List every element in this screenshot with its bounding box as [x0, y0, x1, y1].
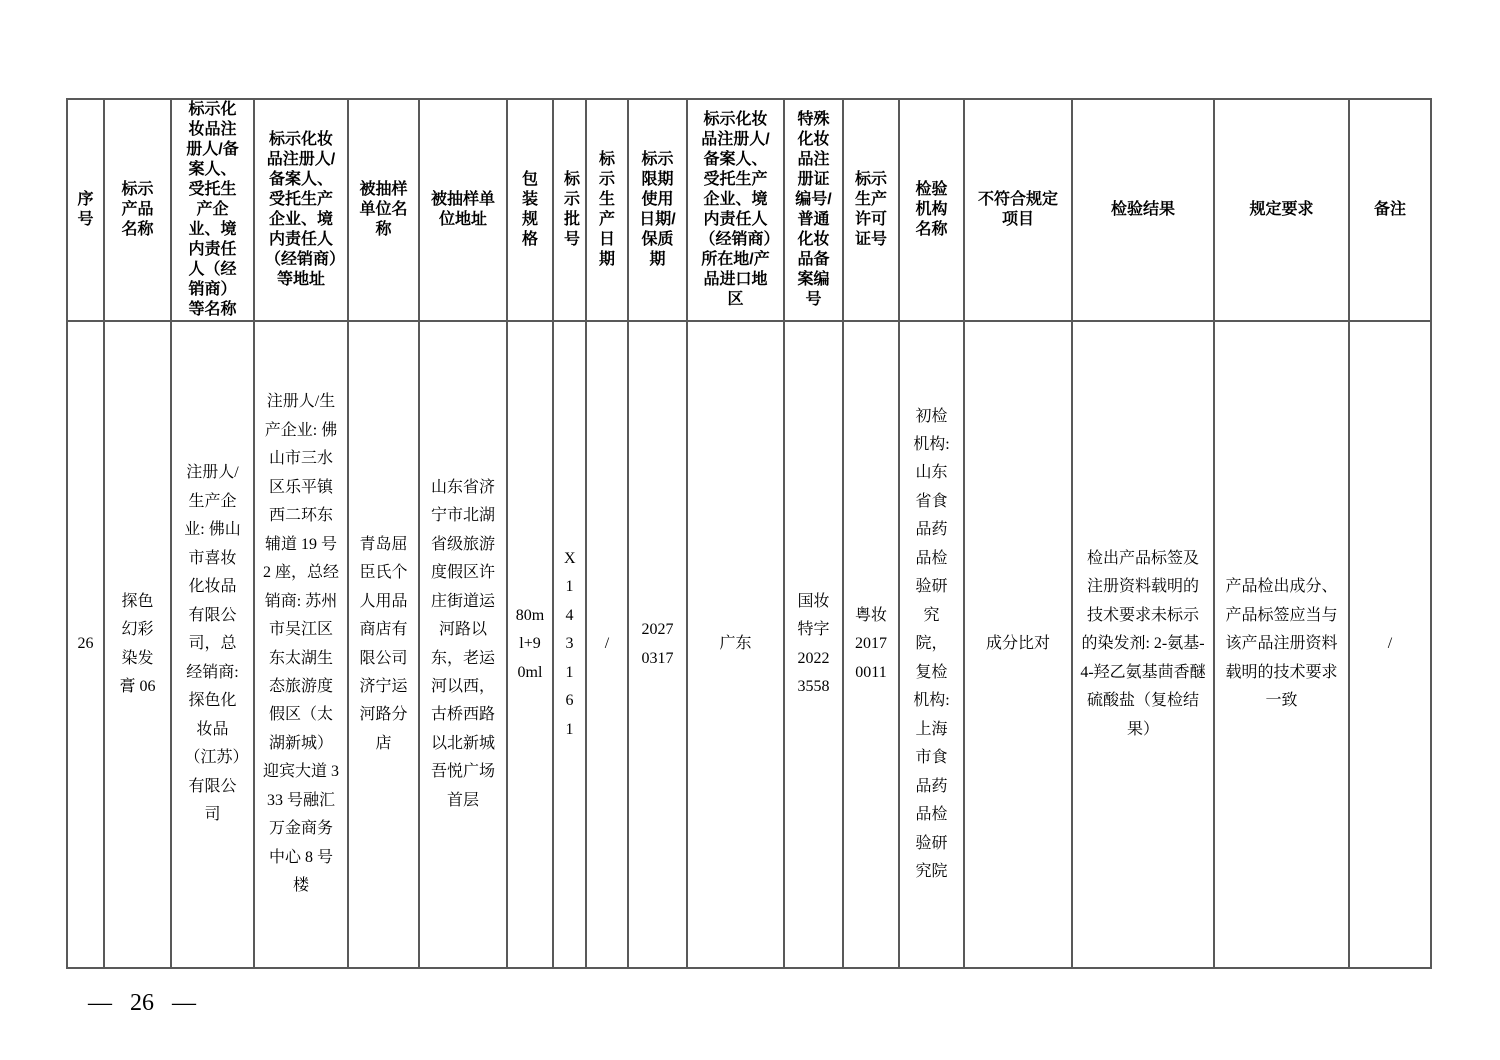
- header-production-date: 标示生产日期: [586, 99, 628, 321]
- cell-production-date: /: [586, 321, 628, 968]
- header-product-name: 标示产品名称: [104, 99, 171, 321]
- inspection-results-table: [66, 98, 1432, 969]
- header-registrant-address: 标示化妆品注册人/备案人、受托生产企业、境内责任人（经销商）等地址: [254, 99, 348, 321]
- cell-inspection-result: 检出产品标签及注册资料载明的技术要求未标示的染发剂: 2-氨基-4-羟乙氨基茴香醚硫酸盐（复检结果）: [1072, 321, 1214, 968]
- cell-seq: 26: [67, 321, 104, 968]
- header-sampled-unit-address: 被抽样单位地址: [419, 99, 507, 321]
- header-inspection-agency: 检验机构名称: [899, 99, 964, 321]
- header-origin-region: 标示化妆品注册人/备案人、受托生产企业、境内责任人（经销商）所在地/产品进口地区: [687, 99, 784, 321]
- header-batch-no: 标示批号: [553, 99, 586, 321]
- cell-registrant-address: 注册人/生产企业: 佛山市三水区乐平镇西二环东辅道 19 号 2 座，总经销商: 苏州市吴江区东太湖生态旅游度假区（太湖新城）迎宾大道 333 号融汇万金商务中心 8 号楼: [254, 321, 348, 968]
- header-row: [67, 99, 1431, 321]
- cell-product-name: 探色幻彩染发膏 06: [104, 321, 171, 968]
- cell-registration-no: 国妆特字20223558: [784, 321, 843, 968]
- cell-nonconforming-item: 成分比对: [964, 321, 1072, 968]
- header-remark: 备注: [1349, 99, 1431, 321]
- header-inspection-result: 检验结果: [1072, 99, 1214, 321]
- cell-origin-region: 广东: [687, 321, 784, 968]
- cell-sampled-unit-address: 山东省济宁市北湖省级旅游度假区许庄街道运河路以东，老运河以西，古桥西路以北新城吾悦广场首层: [419, 321, 507, 968]
- cell-batch-no: X143161: [553, 321, 586, 968]
- header-seq: 序号: [67, 99, 104, 321]
- table-row: [67, 321, 1431, 968]
- page-number: — 26 —: [88, 990, 196, 1016]
- cell-requirement: 产品检出成分、产品标签应当与该产品注册资料载明的技术要求一致: [1214, 321, 1349, 968]
- header-nonconforming-item: 不符合规定项目: [964, 99, 1072, 321]
- cell-inspection-agency: 初检机构: 山东省食品药品检验研究院，复检机构: 上海市食品药品检验研究院: [899, 321, 964, 968]
- header-requirement: 规定要求: [1214, 99, 1349, 321]
- header-expiry-shelf-life: 标示限期使用日期/保质期: [628, 99, 687, 321]
- cell-remark: /: [1349, 321, 1431, 968]
- header-sampled-unit-name: 被抽样单位名称: [348, 99, 419, 321]
- header-package-spec: 包装规格: [507, 99, 553, 321]
- cell-production-license-no: 粤妆20170011: [843, 321, 899, 968]
- cell-registrant-name: 注册人/生产企业: 佛山市喜妆化妆品有限公司，总经销商: 探色化妆品（江苏）有限公司: [171, 321, 254, 968]
- cell-package-spec: 80ml+90ml: [507, 321, 553, 968]
- cell-sampled-unit-name: 青岛屈臣氏个人用品商店有限公司济宁运河路分店: [348, 321, 419, 968]
- header-registrant-name: 标示化妆品注册人/备案人、受托生产企业、境内责任人（经销商）等名称: [171, 99, 254, 321]
- cell-expiry-shelf-life: 20270317: [628, 321, 687, 968]
- header-production-license-no: 标示生产许可证号: [843, 99, 899, 321]
- header-registration-no: 特殊化妆品注册证编号/普通化妆品备案编号: [784, 99, 843, 321]
